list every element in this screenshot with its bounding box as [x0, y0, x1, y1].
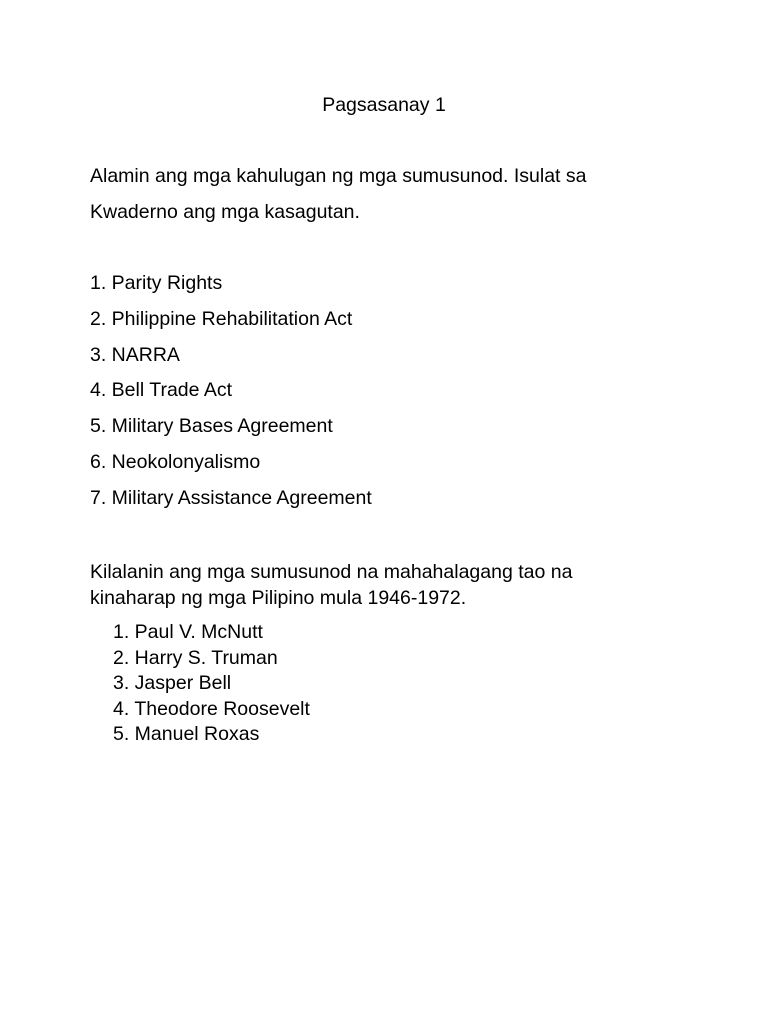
people-instructions-line-2: kinaharap ng mga Pilipino mula 1946-1972. — [90, 587, 467, 609]
list-item: 5. Military Bases Agreement — [90, 415, 333, 438]
list-item: 7. Military Assistance Agreement — [90, 486, 372, 509]
list-item: 3. Jasper Bell — [113, 672, 232, 694]
people-instructions — [90, 559, 572, 611]
list-item: 3. NARRA — [90, 343, 180, 366]
people-list — [113, 620, 310, 748]
list-item: 4. Bell Trade Act — [90, 379, 232, 402]
list-item: 2. Philippine Rehabilitation Act — [90, 307, 353, 330]
page-title: Pagsasanay 1 — [322, 94, 446, 116]
instructions-line-1: Alamin ang mga kahulugan ng mga sumusunod. Isulat sa — [90, 165, 587, 187]
list-item: 4. Theodore Roosevelt — [113, 697, 310, 720]
list-item: 5. Manuel Roxas — [113, 723, 260, 745]
list-item: 2. Harry S. Truman — [113, 646, 278, 669]
instructions-line-2: Kwaderno ang mga kasagutan. — [90, 201, 360, 223]
list-item: 1. Paul V. McNutt — [113, 621, 263, 643]
people-instructions-line-1: Kilalanin ang mga sumusunod na mahahalagang tao na — [90, 561, 573, 583]
list-item: 6. Neokolonyalismo — [90, 450, 261, 473]
list-item: 1. Parity Rights — [90, 272, 223, 294]
terms-list — [90, 271, 372, 522]
